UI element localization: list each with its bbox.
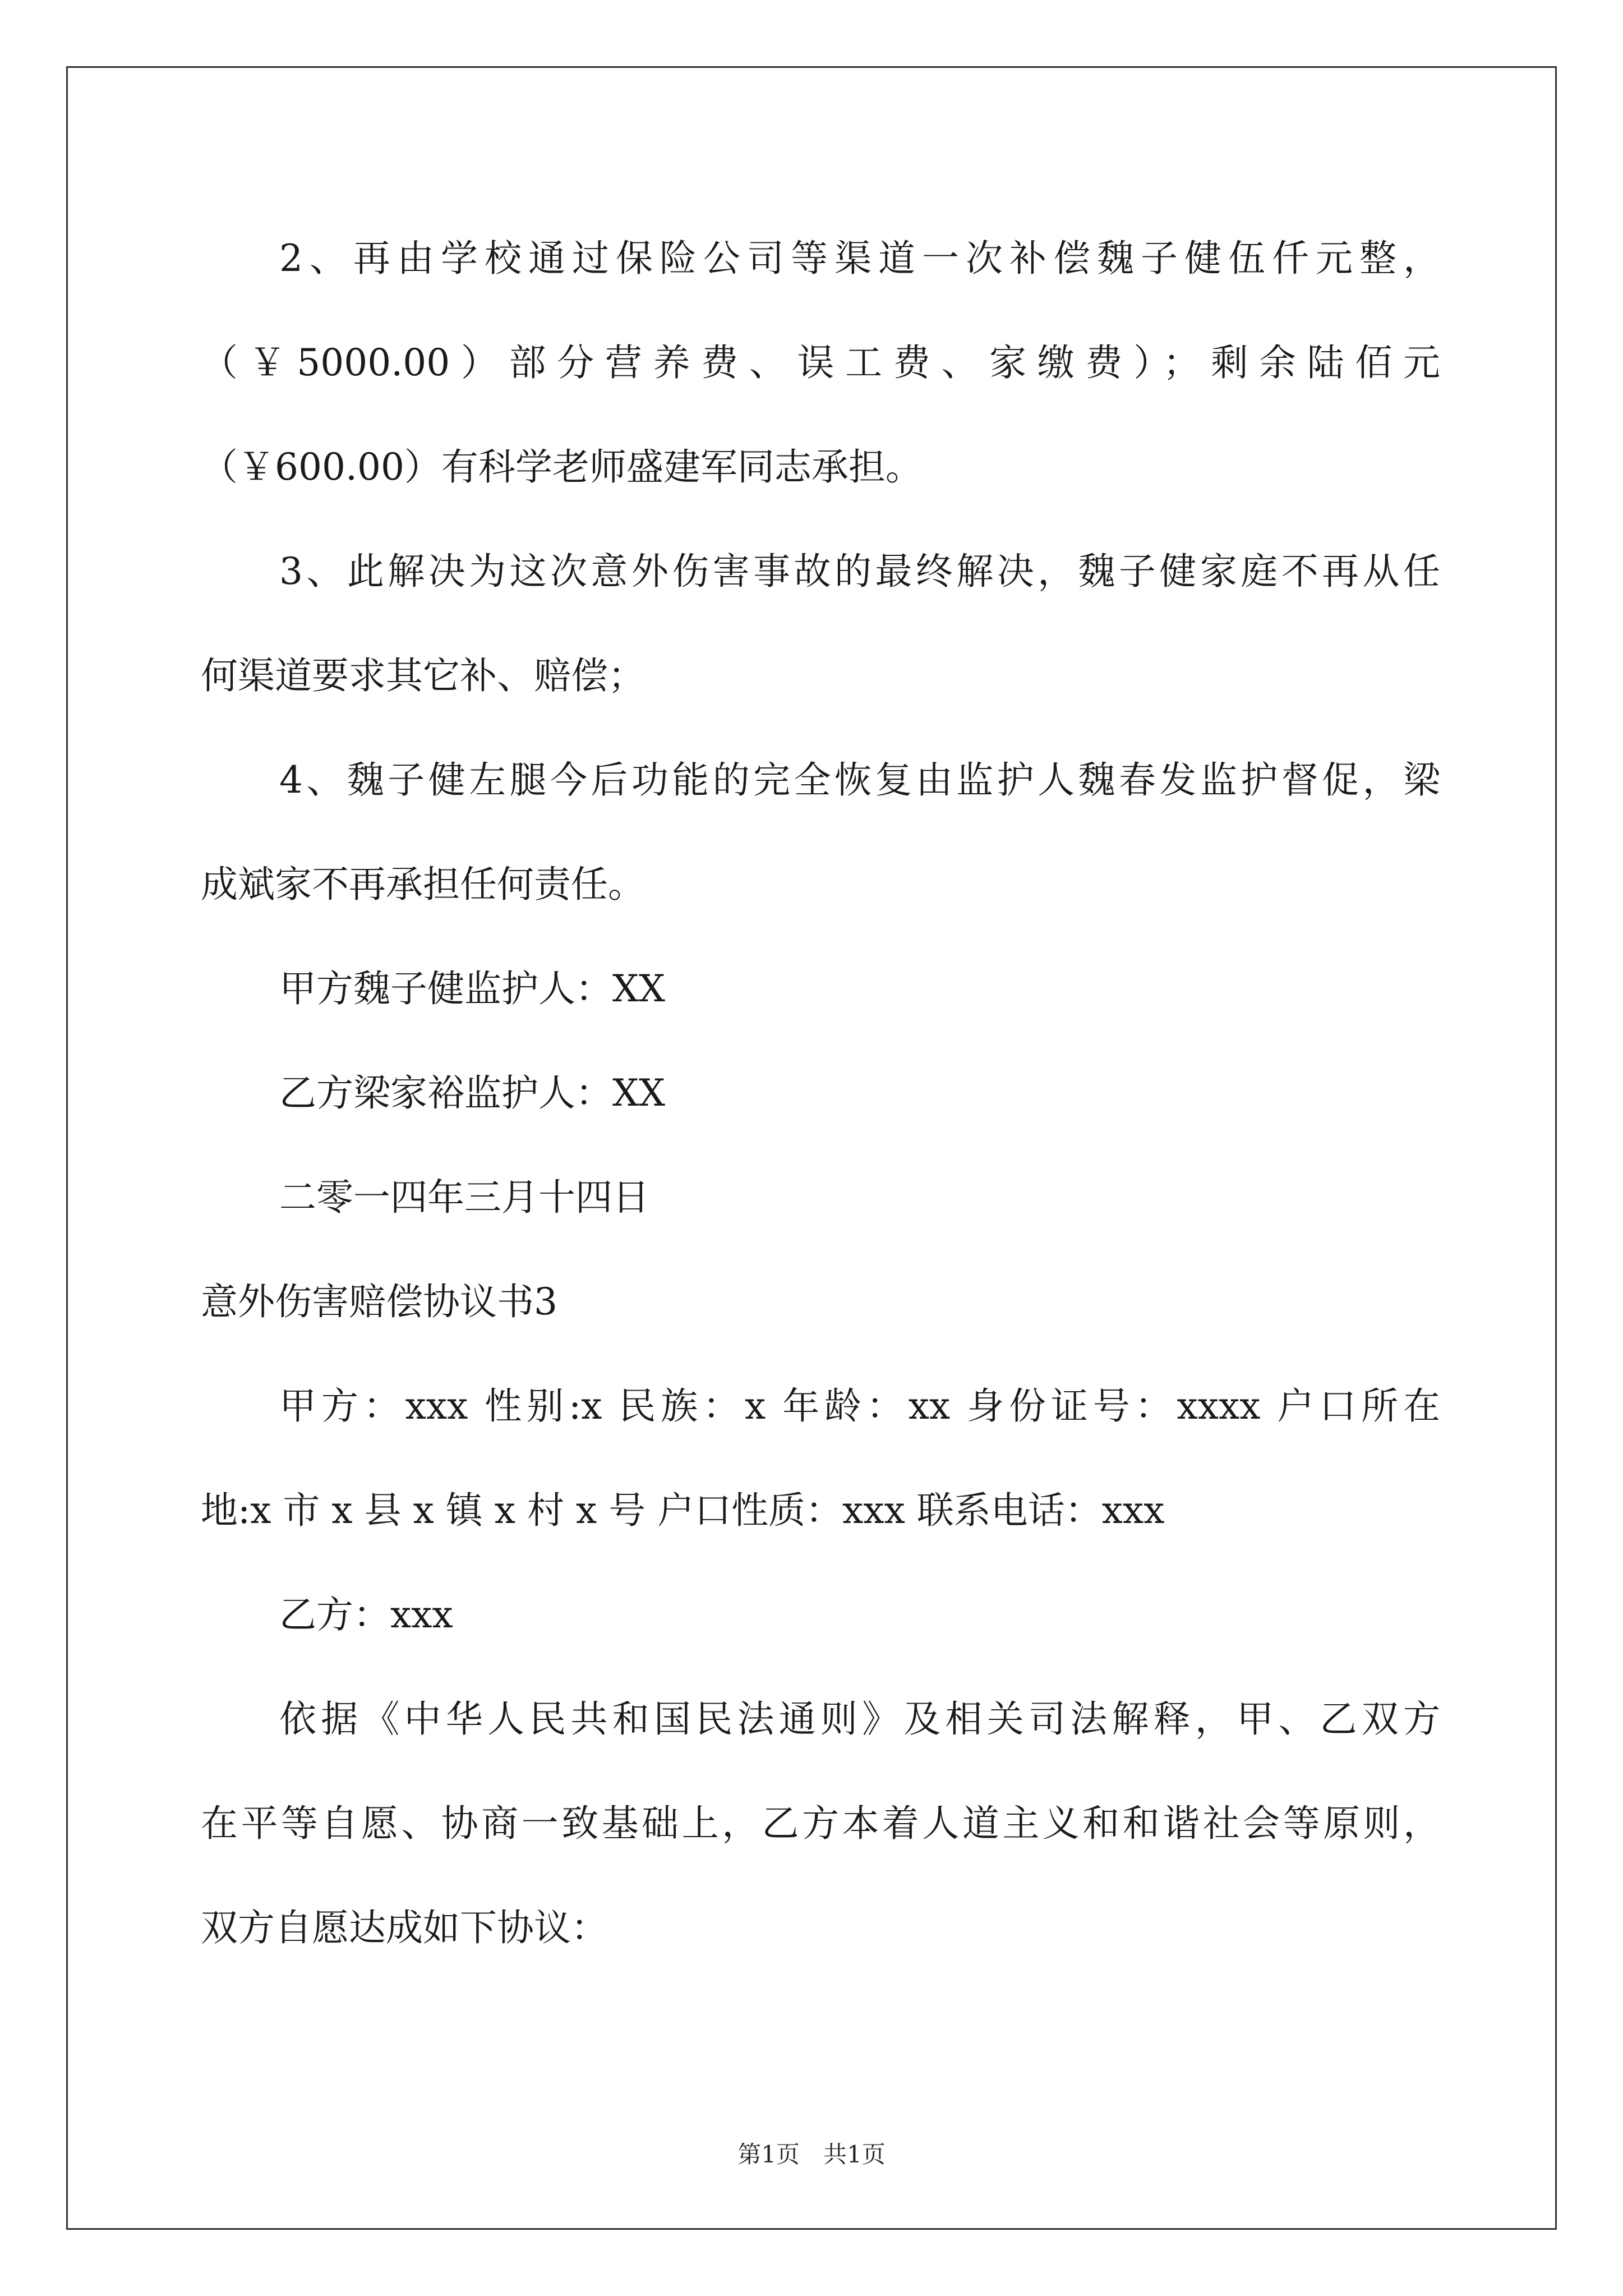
party-b-line: 乙方：xxx [279, 1593, 453, 1636]
paragraph-line: 在平等自愿、协商一致基础上，乙方本着人道主义和和谐社会等原则， [201, 1802, 1440, 1845]
paragraph-line: 4、魏子健左腿今后功能的完全恢复由监护人魏春发监护督促，梁 [279, 758, 1440, 802]
paragraph-line: 何渠道要求其它补、赔偿； [201, 654, 645, 697]
party-a-guardian: 甲方魏子健监护人：XX [279, 967, 665, 1010]
section-title: 意外伤害赔偿协议书3 [201, 1280, 557, 1323]
agreement-date: 二零一四年三月十四日 [279, 1176, 649, 1219]
paragraph-line: 地:x 市 x 县 x 镇 x 村 x 号 户口性质：xxx 联系电话：xxx [201, 1489, 1165, 1532]
paragraph-line: 3、此解决为这次意外伤害事故的最终解决，魏子健家庭不再从任 [279, 550, 1440, 593]
paragraph-line: （￥600.00）有科学老师盛建军同志承担。 [201, 445, 923, 489]
paragraph-line: 双方自愿达成如下协议： [201, 1906, 608, 1949]
page-number-footer: 第1页 共1页 [737, 2141, 886, 2168]
paragraph-line: 成斌家不再承担任何责任。 [201, 863, 645, 906]
paragraph-line: 甲方：xxx 性别:x 民族：x 年龄：xx 身份证号：xxxx 户口所在 [279, 1384, 1440, 1428]
paragraph-line: 依据《中华人民共和国民法通则》及相关司法解释，甲、乙双方 [279, 1697, 1440, 1741]
paragraph-line: 2、再由学校通过保险公司等渠道一次补偿魏子健伍仟元整， [279, 237, 1440, 280]
party-b-guardian: 乙方梁家裕监护人：XX [279, 1071, 665, 1115]
page-border [66, 66, 1557, 2230]
paragraph-line: （￥5000.00）部分营养费、误工费、家缴费）；剩余陆佰元 [201, 341, 1440, 384]
